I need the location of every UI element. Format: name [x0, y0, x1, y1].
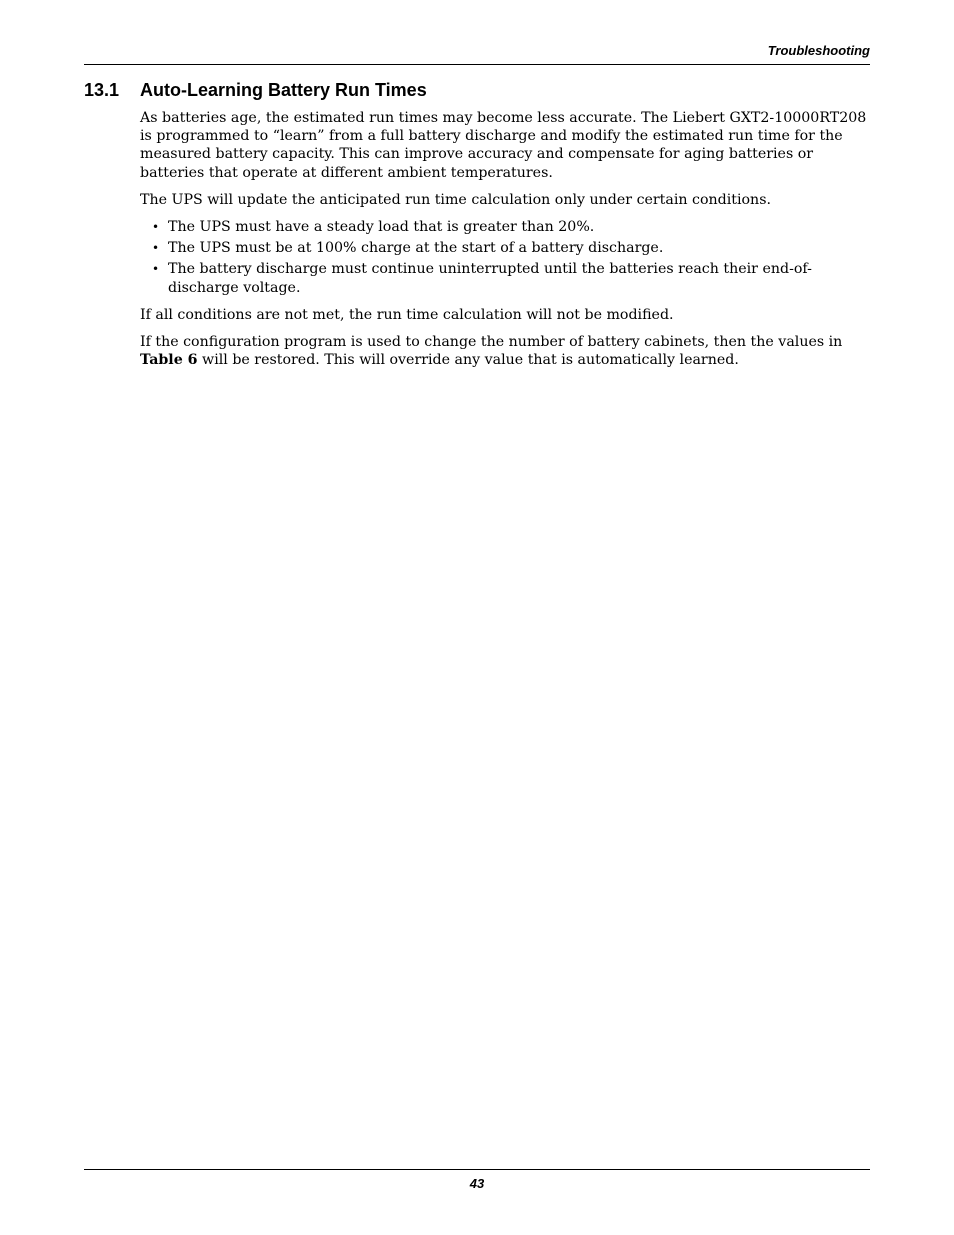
- intro-paragraph: As batteries age, the estimated run times may become less accurate. The Liebert GXT2-10000RT208 is programmed to “learn” from a full battery discharge and modify the estimated run time for the measured battery capacity. This can improve accuracy and compensate for aging batteries or batteries that operate at different ambient temperatures.: [140, 110, 867, 181]
- header-rule: [84, 64, 870, 65]
- list-item-text: The UPS must be at 100% charge at the start of a battery discharge.: [168, 240, 664, 257]
- list-item: [140, 218, 868, 236]
- bullet-icon: •: [152, 220, 160, 235]
- footer-rule: [84, 1169, 870, 1170]
- list-item: [140, 239, 868, 257]
- list-item-text: The UPS must have a steady load that is greater than 20%.: [168, 219, 595, 236]
- configuration-text-start: If the configuration program is used to change the number of battery cabinets, then the values in: [140, 334, 843, 351]
- conditions-list: [140, 218, 868, 297]
- list-item-text: The battery discharge must continue uninterrupted until the batteries reach their end-of-discharge voltage.: [168, 261, 812, 296]
- bullet-icon: •: [152, 262, 160, 277]
- list-item: [140, 260, 868, 296]
- bullet-icon: •: [152, 241, 160, 256]
- configuration-paragraph: [140, 333, 868, 369]
- running-header: Troubleshooting: [767, 43, 870, 58]
- section-body: [140, 109, 868, 378]
- configuration-text-end: will be restored. This will override any value that is automatically learned.: [197, 352, 739, 369]
- section-heading: [84, 79, 427, 101]
- section-title: Auto-Learning Battery Run Times: [140, 80, 427, 100]
- conditions-intro-paragraph: The UPS will update the anticipated run time calculation only under certain conditions.: [140, 191, 771, 208]
- page-number: 43: [469, 1176, 485, 1191]
- section-number: 13.1: [84, 80, 120, 100]
- unmet-conditions-paragraph: If all conditions are not met, the run time calculation will not be modified.: [140, 306, 674, 323]
- table-reference: Table 6: [140, 352, 198, 369]
